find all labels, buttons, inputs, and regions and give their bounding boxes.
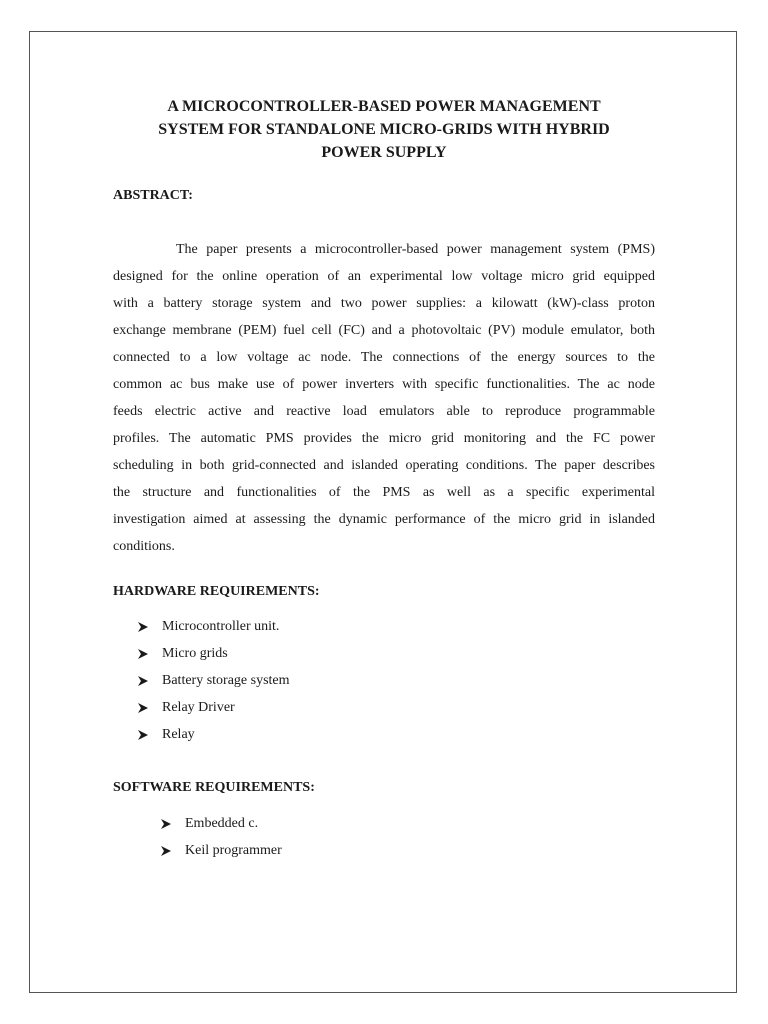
arrowhead-bullet-icon bbox=[137, 648, 149, 660]
software-list bbox=[160, 810, 282, 864]
abstract-line: exchange membrane (PEM) fuel cell (FC) and a photovoltaic (PV) module emulator, both bbox=[113, 323, 655, 338]
arrowhead-bullet-icon bbox=[137, 729, 149, 741]
list-item bbox=[137, 613, 290, 640]
abstract-line: scheduling in both grid-connected and islanded operating conditions. The paper describes bbox=[113, 458, 655, 473]
hardware-item-label: Microcontroller unit. bbox=[162, 619, 280, 634]
title-line: SYSTEM FOR STANDALONE MICRO-GRIDS WITH HYBRID bbox=[158, 121, 610, 138]
list-item bbox=[160, 837, 282, 864]
list-item bbox=[137, 667, 290, 694]
list-item bbox=[137, 694, 290, 721]
abstract-line: connected to a low voltage ac node. The connections of the energy sources to the bbox=[113, 350, 655, 365]
arrowhead-bullet-icon bbox=[160, 818, 172, 830]
abstract-line: profiles. The automatic PMS provides the micro grid monitoring and the FC power bbox=[113, 431, 655, 446]
hardware-list bbox=[137, 613, 290, 748]
title-line: A MICROCONTROLLER-BASED POWER MANAGEMENT bbox=[167, 98, 601, 115]
list-item bbox=[137, 640, 290, 667]
abstract-heading: ABSTRACT: bbox=[113, 188, 193, 203]
arrowhead-bullet-icon bbox=[160, 845, 172, 857]
abstract-line: The paper presents a microcontroller-based power management system (PMS) bbox=[176, 242, 655, 257]
software-item-label: Keil programmer bbox=[185, 843, 282, 858]
arrowhead-bullet-icon bbox=[137, 621, 149, 633]
abstract-line: feeds electric active and reactive load emulators able to reproduce programmable bbox=[113, 404, 655, 419]
software-heading: SOFTWARE REQUIREMENTS: bbox=[113, 780, 315, 795]
hardware-item-label: Micro grids bbox=[162, 646, 228, 661]
abstract-line: the structure and functionalities of the PMS as well as a specific experimental bbox=[113, 485, 655, 500]
hardware-heading: HARDWARE REQUIREMENTS: bbox=[113, 584, 320, 599]
hardware-item-label: Relay bbox=[162, 727, 195, 742]
list-item bbox=[160, 810, 282, 837]
arrowhead-bullet-icon bbox=[137, 702, 149, 714]
hardware-item-label: Battery storage system bbox=[162, 673, 290, 688]
list-item bbox=[137, 721, 290, 748]
abstract-line: investigation aimed at assessing the dynamic performance of the micro grid in islanded bbox=[113, 512, 655, 527]
abstract-line: designed for the online operation of an experimental low voltage micro grid equipped bbox=[113, 269, 655, 284]
hardware-item-label: Relay Driver bbox=[162, 700, 235, 715]
arrowhead-bullet-icon bbox=[137, 675, 149, 687]
abstract-line: conditions. bbox=[113, 539, 175, 554]
abstract-line: common ac bus make use of power inverters with specific functionalities. The ac node bbox=[113, 377, 655, 392]
abstract-paragraph bbox=[113, 236, 655, 560]
title-line: POWER SUPPLY bbox=[321, 144, 447, 161]
abstract-line: with a battery storage system and two power supplies: a kilowatt (kW)-class proton bbox=[113, 296, 655, 311]
document-title bbox=[100, 95, 668, 164]
software-item-label: Embedded c. bbox=[185, 816, 259, 831]
